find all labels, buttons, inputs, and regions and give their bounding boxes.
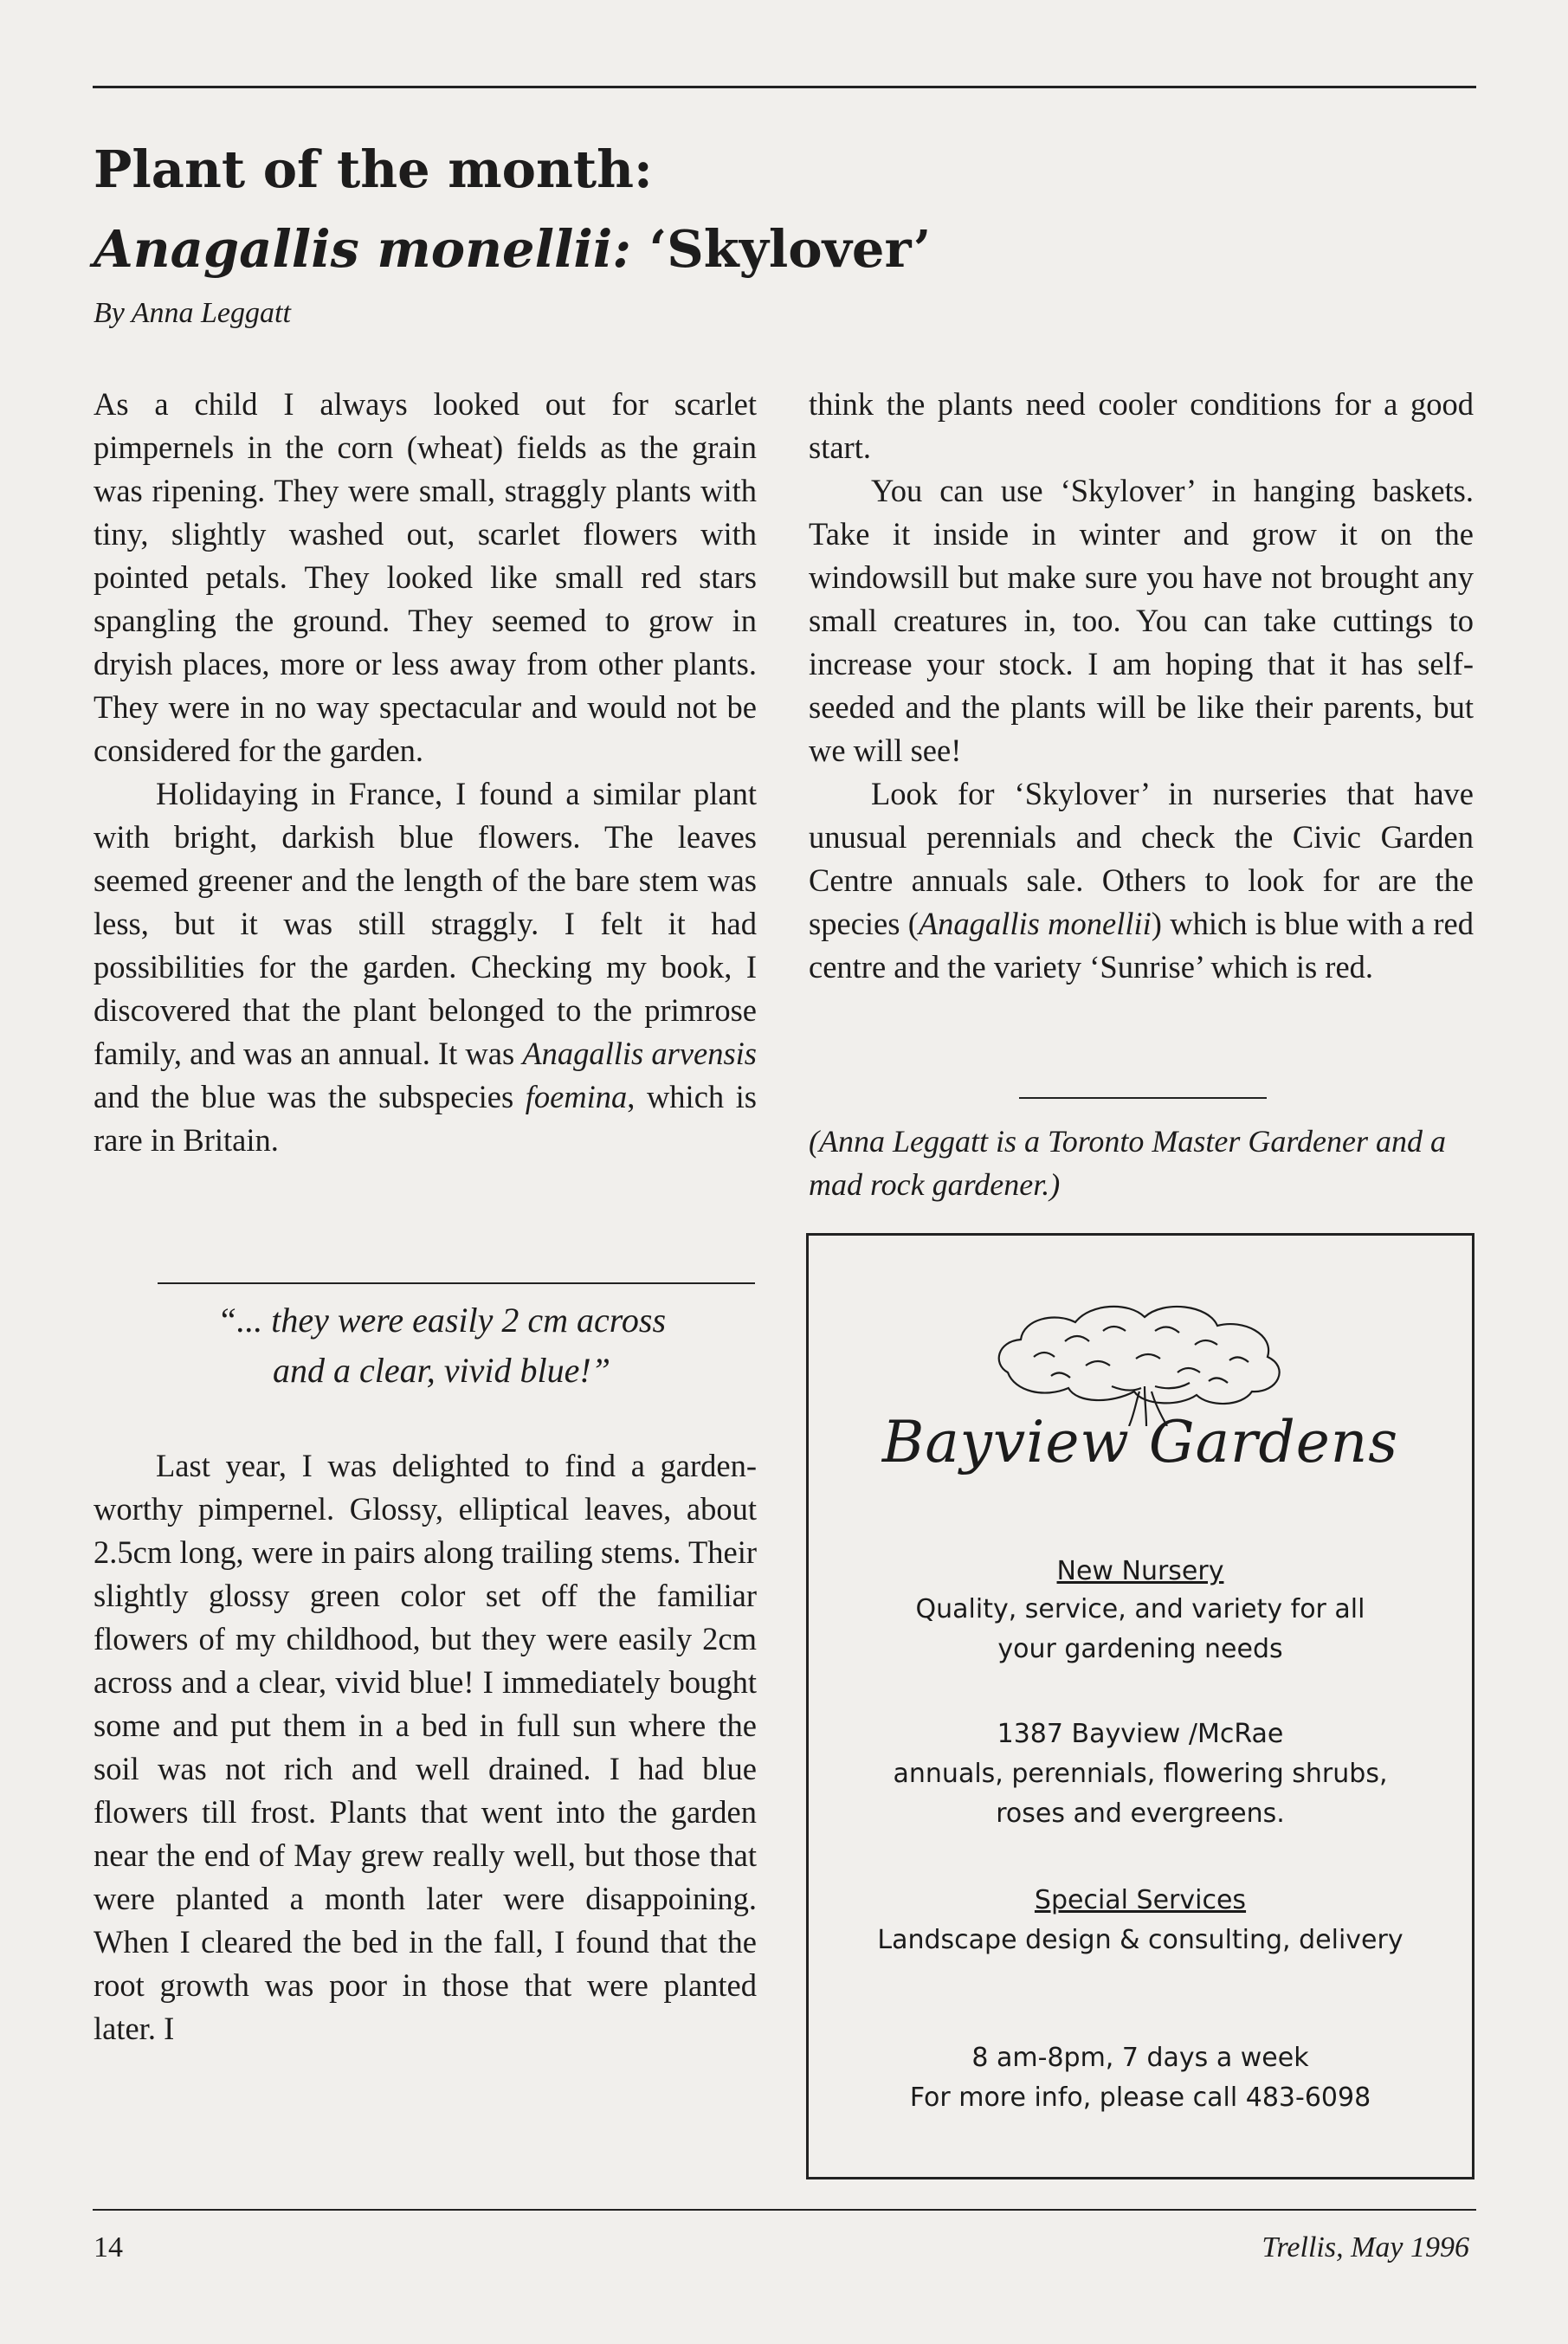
ad-tagline: your gardening needs xyxy=(997,1634,1283,1664)
article-subtitle xyxy=(94,218,931,281)
cultivar-name: ‘Skylover’ xyxy=(648,219,932,279)
author-note-rule xyxy=(1019,1097,1267,1099)
ad-products: annuals, perennials, flowering shrubs, xyxy=(893,1759,1388,1789)
paragraph: As a child I always looked out for scarlet pimpernels in the corn (wheat) fields as the grain was ripening. They were small, straggly plants with tiny, slightly washed out, scarlet flowers with pointed petals. They looked like small red stars spangling the ground. They seemed to grow in dryish places, more or less away from other plants. They were in no way spectacular and would not be considered for the garden. xyxy=(94,386,757,768)
column-right xyxy=(809,383,1474,989)
top-rule xyxy=(93,86,1476,88)
ad-contact: For more info, please call 483-6098 xyxy=(909,2082,1371,2113)
ad-address: 1387 Bayview /McRae xyxy=(997,1719,1284,1749)
ad-services: Landscape design & consulting, delivery xyxy=(877,1925,1403,1955)
author-note: (Anna Leggatt is a Toronto Master Gardener and a mad rock gardener.) xyxy=(809,1124,1447,1202)
pull-quote-line: and a clear, vivid blue!” xyxy=(273,1351,610,1390)
ad-subhead: New Nursery xyxy=(1056,1556,1224,1586)
pull-quote-line: “... they were easily 2 cm across xyxy=(216,1301,667,1340)
tree-logo-icon xyxy=(982,1296,1302,1426)
ad-special-heading: Special Services xyxy=(1034,1885,1247,1915)
publication-name: Trellis, May 1996 xyxy=(1261,2231,1469,2263)
ad-products: roses and evergreens. xyxy=(996,1798,1285,1829)
page-number: 14 xyxy=(94,2231,123,2263)
pull-quote-rule xyxy=(158,1282,755,1284)
ad-hours: 8 am-8pm, 7 days a week xyxy=(971,2043,1309,2073)
brand-name: Bayview Gardens xyxy=(881,1409,1399,1475)
paragraph: You can use ‘Skylover’ in hanging baskets. Take it inside in winter and grow it on the windowsill but make sure you have not brought any small creatures in, too. You can take cuttings to increase your stock. I am hoping that it has self-seeded and the plants will be like their parents, but we will see! xyxy=(809,473,1474,768)
species-name: Anagallis monellii: xyxy=(94,219,632,279)
paragraph: Look for ‘Skylover’ in nurseries that have unusual perennials and check the Civic Garden Centre annuals sale. Others to look for are the species (Anagallis monellii) which is blue with a red centre and the variety ‘Sunrise’ which is red. xyxy=(809,776,1474,985)
bottom-rule xyxy=(93,2209,1476,2211)
byline: By Anna Leggatt xyxy=(94,297,291,329)
paragraph: think the plants need cooler conditions for a good start. xyxy=(809,386,1474,465)
column-left-continued xyxy=(94,1444,757,2050)
article-title: Plant of the month: xyxy=(94,139,653,199)
advertisement xyxy=(806,1233,1474,2179)
paragraph: Last year, I was delighted to find a garden-worthy pimpernel. Glossy, elliptical leaves, about 2.5cm long, were in pairs along trailing stems. Their slightly glossy green color set off the familiar flowers of my childhood, but they were easily 2cm across and a clear, vivid blue! I immediately bought some and put them in a bed in full sun where the soil was not rich and well drained. I had blue flowers till frost. Plants that went into the garden near the end of May grew really well, but those that were planted a month later were disappoining. When I cleared the bed in the fall, I found that the root growth was poor in those that were planted later. I xyxy=(94,1448,757,2046)
ad-tagline: Quality, service, and variety for all xyxy=(915,1594,1365,1624)
column-left xyxy=(94,383,757,1162)
pull-quote xyxy=(130,1295,753,1396)
paragraph: Holidaying in France, I found a similar plant with bright, darkish blue flowers. The leaves seemed greener and the length of the bare stem was less, but it was still straggly. I felt it had possibilities for the garden. Checking my book, I discovered that the plant belonged to the primrose family, and was an annual. It was Anagallis arvensis and the blue was the subspecies foemina, which is rare in Britain. xyxy=(94,776,758,1158)
